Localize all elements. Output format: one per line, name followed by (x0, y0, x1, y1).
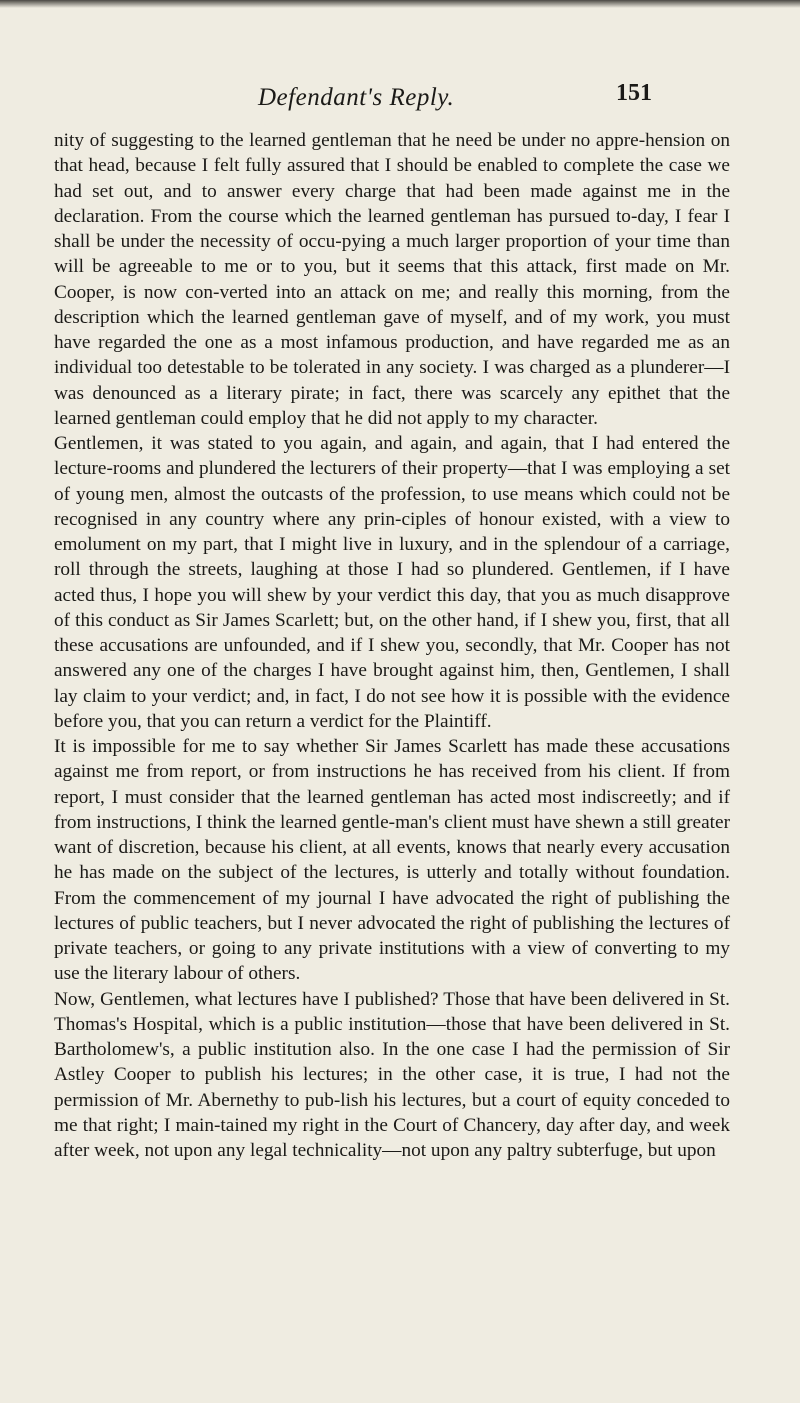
body-text (54, 128, 730, 1163)
paragraph-1: nity of suggesting to the learned gentleman that he need be under no appre-hension on that head, because I felt fully assured that I should be enabled to complete the case we had set out, and to answer every charge that had been made against me in the declaration. From the course which the learned gentleman has pursued to-day, I fear I shall be under the necessity of occu-pying a much larger proportion of your time than will be agreeable to me or to you, but it seems that this attack, first made on Mr. Cooper, is now con-verted into an attack on me; and really this morning, from the description which the learned gentleman gave of myself, and of my work, you must have regarded the one as a most infamous production, and have regarded me as an individual too detestable to be tolerated in any society. I was charged as a plunderer—I was denounced as a literary pirate; in fact, there was scarcely any epithet that the learned gentleman could employ that he did not apply to my character. (54, 130, 730, 429)
paragraph-3: It is impossible for me to say whether Sir James Scarlett has made these accusations against me from report, or from instructions he has received from his client. If from report, I must consider that the learned gentleman has acted most indiscreetly; and if from instructions, I think the learned gentle-man's client must have shewn a still greater want of discretion, because his client, at all events, knows that nearly every accusation he has made on the subject of the lectures, is utterly and totally without foundation. From the commencement of my journal I have advocated the right of publishing the lectures of public teachers, but I never advocated the right of publishing the lectures of private teachers, or going to any private institutions with a view of converting to my use the literary labour of others. (54, 736, 730, 985)
running-title: Defendant's Reply. (258, 84, 455, 111)
paragraph-2: Gentlemen, it was stated to you again, and again, and again, that I had entered the lecture-rooms and plundered the lecturers of their property—that I was employing a set of young men, almost the outcasts of the profession, to use means which could not be recognised in any country where any prin-ciples of honour existed, with a view to emolument on my part, that I might live in luxury, and in the splendour of a carriage, roll through the streets, laughing at those I had so plundered. Gentlemen, if I have acted thus, I hope you will shew by your verdict this day, that you as much disapprove of this conduct as Sir James Scarlett; but, on the other hand, if I shew you, first, that all these accusations are unfounded, and if I shew you, secondly, that Mr. Cooper has not answered any one of the charges I have brought against him, then, Gentlemen, I shall lay claim to your verdict; and, in fact, I do not see how it is possible with the evidence before you, that you can return a verdict for the Plaintiff. (54, 433, 730, 732)
paragraph-4: Now, Gentlemen, what lectures have I published? Those that have been delivered in St. Thomas's Hospital, which is a public institution—those that have been delivered in St. Bartholomew's, a public institution also. In the one case I had the permission of Sir Astley Cooper to publish his lectures; in the other case, it is true, I had not the permission of Mr. Abernethy to pub-lish his lectures, but a court of equity conceded to me that right; I main-tained my right in the Court of Chancery, day after day, and week after week, not upon any legal technicality—not upon any paltry subterfuge, but upon (54, 988, 730, 1161)
page-number: 151 (616, 80, 652, 106)
page-top-edge (0, 0, 800, 8)
running-head (0, 78, 800, 118)
